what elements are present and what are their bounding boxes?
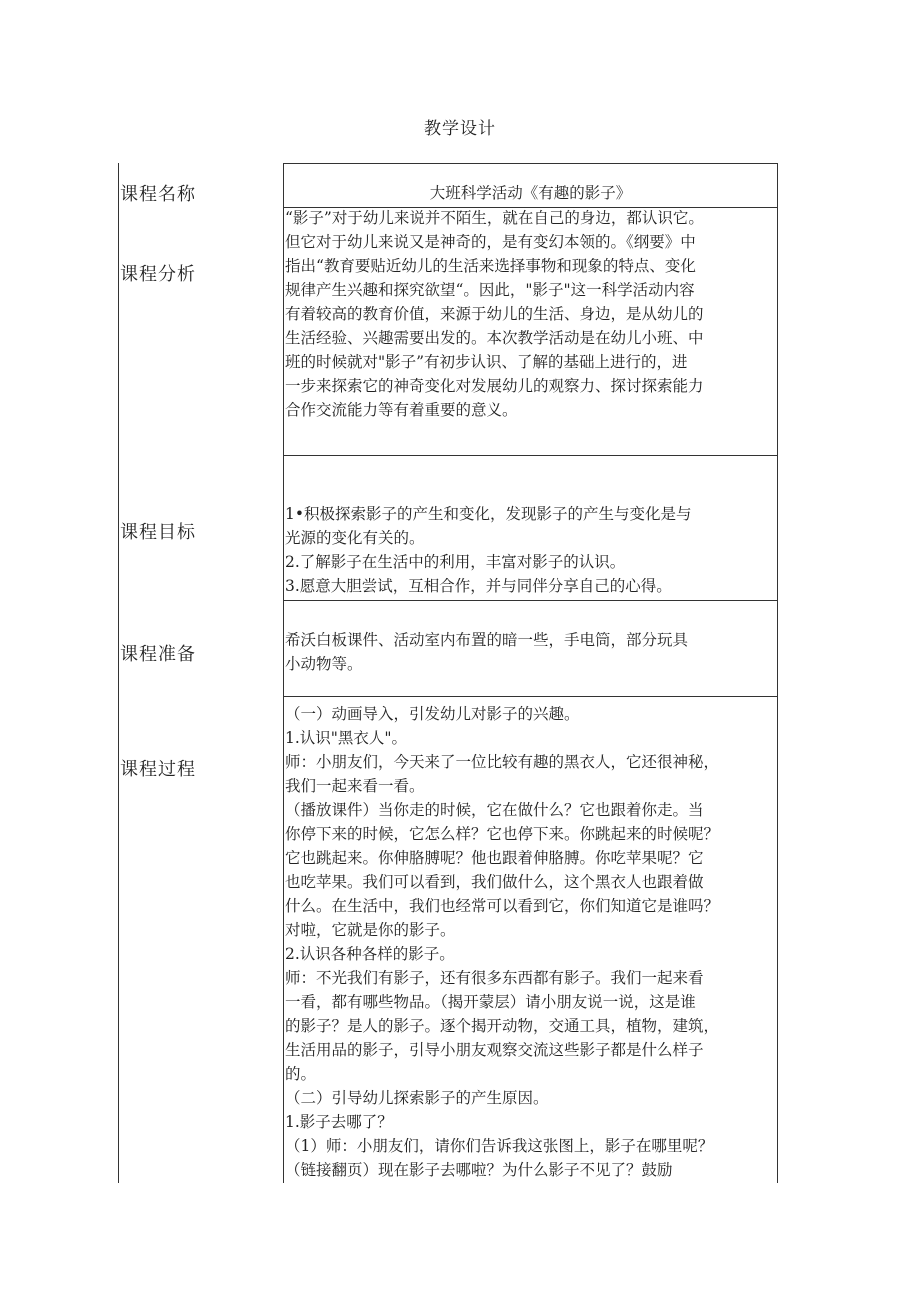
process-line: 师：不光我们有影子，还有很多东西都有影子。我们一起来看 (285, 969, 704, 987)
prep-line: 希沃白板课件、活动室内布置的暗一些，手电筒，部分玩具 (285, 631, 689, 649)
process-line: 也吃苹果。我们可以看到，我们做什么，这个黑衣人也跟着做 (285, 873, 704, 891)
course-name-value: 大班科学活动《有趣的影子》 (429, 184, 632, 202)
goal-line: 光源的变化有关的。 (285, 529, 425, 547)
analysis-line: 生活经验、兴趣需要出发的。本次教学活动是在幼儿小班、中 (285, 329, 704, 347)
analysis-line: 但它对于幼儿来说又是神奇的，是有变幻本领的。《纲要》中 (285, 233, 696, 251)
row-divider (283, 455, 778, 456)
table-right-border (777, 163, 778, 1183)
table-column-divider (283, 163, 284, 1183)
course-goals-content (285, 502, 775, 598)
process-line: （1）师：小朋友们，请你们告诉我这张图上，影子在哪里呢？ (285, 1137, 714, 1155)
table-left-border (118, 163, 119, 1183)
process-line: 什么。在生活中，我们也经常可以看到它，你们知道它是谁吗？ (285, 897, 720, 915)
process-line: （二）引导幼儿探索影子的产生原因。 (285, 1089, 549, 1107)
goal-line: 3.愿意大胆尝试，互相合作，并与同伴分享自己的心得。 (285, 577, 672, 595)
process-line: 它也跳起来。你伸胳膊呢？他也跟着伸胳膊。你吃苹果呢？它 (285, 849, 704, 867)
process-line: （链接翻页）现在影子去哪啦？为什么影子不见了？鼓励 (285, 1161, 673, 1179)
course-goals-label: 课程目标 (120, 522, 196, 543)
process-line: 1.影子去哪了？ (285, 1113, 393, 1131)
analysis-line: 指出“教育要贴近幼儿的生活来选择事物和现象的特点、变化 (285, 257, 696, 275)
process-line: 师：小朋友们，今天来了一位比较有趣的黑衣人，它还很神秘， (285, 753, 720, 771)
process-line: 2.认识各种各样的影子。 (285, 945, 455, 963)
analysis-line: 一步来探索它的神奇变化对发展幼儿的观察力、探讨探索能力 (285, 377, 704, 395)
row-divider (283, 696, 778, 697)
analysis-line: 有着较高的教育价值，来源于幼儿的生活、身边，是从幼儿的 (285, 305, 704, 323)
process-line: 对啦，它就是你的影子。 (285, 921, 456, 939)
course-analysis-content (285, 206, 775, 422)
analysis-line: 班的时候就对"影子”有初步认识、了解的基础上进行的，进 (285, 353, 688, 371)
process-line: （播放课件）当你走的时候，它在做什么？它也跟着你走。当 (285, 801, 704, 819)
lesson-plan-table (118, 163, 778, 1183)
process-line: 的影子？是人的影子。逐个揭开动物，交通工具，植物，建筑， (285, 1017, 720, 1035)
process-line: （一）动画导入，引发幼儿对影子的兴趣。 (285, 705, 580, 723)
process-line: 的。 (285, 1065, 317, 1083)
document-title: 教学设计 (424, 119, 496, 139)
process-line: 你停下来的时候，它怎么样？它也停下来。你跳起来的时候呢？ (285, 825, 720, 843)
analysis-line: 合作交流能力等有着重要的意义。 (285, 401, 518, 419)
table-top-border (283, 163, 778, 164)
row-divider (283, 600, 778, 601)
analysis-line: “影子”对于幼儿来说并不陌生，就在自己的身边，都认识它。 (285, 209, 704, 227)
goal-line: 1•积极探索影子的产生和变化，发现影子的产生与变化是与 (285, 505, 692, 523)
course-prep-content (285, 628, 775, 676)
course-process-label: 课程过程 (120, 759, 196, 780)
process-line: 生活用品的影子，引导小朋友观察交流这些影子都是什么样子 (285, 1041, 704, 1059)
course-process-content (285, 702, 775, 1182)
prep-line: 小动物等。 (285, 655, 363, 673)
process-line: 我们一起来看一看。 (285, 777, 425, 795)
course-prep-label: 课程准备 (120, 644, 196, 665)
analysis-line: 规律产生兴趣和探究欲望“。因此，"影子"这一科学活动内容 (285, 281, 695, 299)
process-line: 一看，都有哪些物品。（揭开蒙层）请小朋友说一说，这是谁 (285, 993, 696, 1011)
course-name-label: 课程名称 (120, 184, 196, 205)
process-line: 1.认识"黑衣人"。 (285, 729, 408, 747)
course-analysis-label: 课程分析 (120, 264, 196, 285)
goal-line: 2.了解影子在生活中的利用，丰富对影子的认识。 (285, 553, 626, 571)
